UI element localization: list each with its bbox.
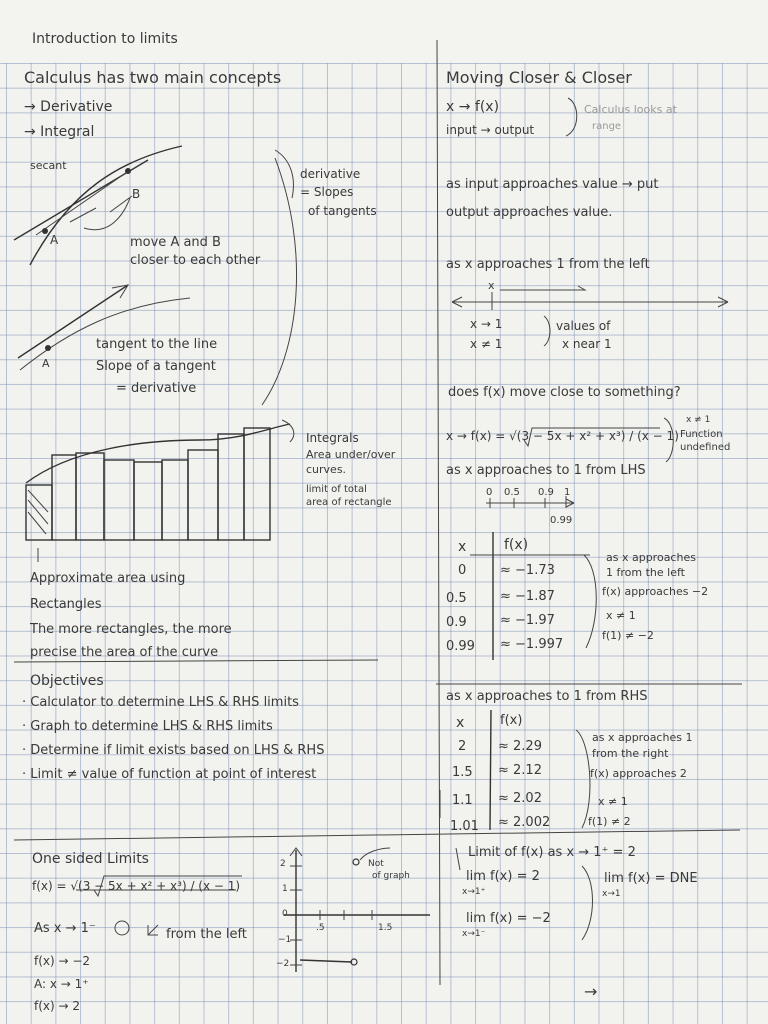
bottom-divider	[14, 830, 740, 840]
derivative-note-2: = Slopes	[300, 185, 354, 199]
graph-tick-m1: −1	[278, 935, 292, 945]
lhs-note-5: f(1) ≠ −2	[602, 629, 654, 642]
lhs-note-3: f(x) approaches −2	[602, 585, 709, 598]
point-a	[42, 228, 48, 234]
lhs-fx-2: ≈ −1.97	[500, 613, 555, 628]
approach-1: as input approaches value → put	[446, 177, 659, 192]
undefined-2: Function	[680, 429, 723, 440]
undefined-3: undefined	[680, 442, 731, 453]
integrals-3: curves.	[306, 463, 347, 476]
number-line-2-ticks	[490, 496, 566, 508]
calculus-looks-1: Calculus looks at	[584, 103, 677, 116]
rhs-note-3: f(x) approaches 2	[590, 767, 687, 780]
next-arrow: →	[584, 982, 598, 1001]
values-brace	[544, 316, 550, 346]
move-note-2: closer to each other	[130, 253, 261, 268]
approx-2: Rectangles	[30, 597, 102, 612]
rhs-fx-3: ≈ 2.002	[498, 815, 551, 830]
integrals-1: Integrals	[306, 431, 359, 445]
x-to-1: x → 1	[470, 317, 503, 331]
rhs-header-x: x	[456, 715, 465, 731]
lhs-note-1: as x approaches	[606, 551, 696, 564]
from-left-arrow	[148, 925, 158, 935]
one-sided-fx: f(x) = √(3 − 5x + x² + x³) / (x − 1)	[32, 879, 241, 893]
left-heading: Calculus has two main concepts	[24, 68, 282, 87]
limit-total-2: area of rectangle	[306, 497, 392, 508]
lhs-fx-1: ≈ −1.87	[500, 589, 555, 604]
tangent-note-3: = derivative	[116, 381, 197, 396]
rhs-note-5: f(1) ≠ 2	[588, 815, 631, 828]
derivative-note-3: of tangents	[308, 204, 377, 218]
rhs-fx-1: ≈ 2.12	[498, 763, 542, 778]
derivative-note-1: derivative	[300, 167, 361, 181]
approx-4: precise the area of the curve	[30, 645, 219, 660]
rhs-brace	[576, 730, 590, 828]
graph-left-branch	[300, 960, 352, 962]
rhs-fx-0: ≈ 2.29	[498, 739, 542, 754]
move-note-1: move A and B	[130, 235, 221, 250]
x-fx: x → f(x)	[446, 99, 500, 115]
tangent-note-2: Slope of a tangent	[96, 359, 216, 374]
lhs-note-4: x ≠ 1	[606, 609, 636, 622]
vertical-divider	[437, 40, 440, 985]
integral-brace	[282, 420, 294, 442]
does-fx-move: does f(x) move close to something?	[448, 385, 681, 400]
as-x-1plus: A: x → 1⁺	[34, 977, 89, 991]
hatch	[28, 490, 48, 534]
lhs-header-fx: f(x)	[504, 537, 529, 553]
fx-to-neg2: f(x) → −2	[34, 954, 91, 968]
rhs-header-fx: f(x)	[500, 713, 523, 728]
rhs-x-2: 1.1	[452, 793, 473, 808]
rhs-note-2: from the right	[592, 747, 669, 760]
input-output: input → output	[446, 123, 535, 137]
lhs-x-2: 0.9	[446, 615, 467, 630]
lim-minus: lim f(x) = −2	[466, 911, 551, 926]
lim-dne: lim f(x) = DNE	[604, 871, 698, 886]
objective-4: · Limit ≠ value of function at point of interest	[22, 767, 317, 782]
tangent-note-1: tangent to the line	[96, 337, 218, 352]
nl2-099: 0.99	[550, 515, 573, 526]
point-a2	[45, 345, 51, 351]
secant-label: secant	[30, 159, 67, 172]
label-a2: A	[42, 357, 50, 370]
lhs-fx-0: ≈ −1.73	[500, 563, 555, 578]
arrow-a	[70, 208, 96, 222]
nl2-05: 0.5	[504, 487, 520, 498]
fx-to-2: f(x) → 2	[34, 999, 81, 1013]
approach-2: output approaches value.	[446, 205, 613, 220]
nl1-x-label: x	[488, 279, 495, 292]
undefined-1: x ≠ 1	[686, 415, 711, 425]
objective-2: · Graph to determine LHS & RHS limits	[22, 719, 273, 734]
summary-bracket	[456, 848, 460, 870]
open-point	[353, 859, 359, 865]
rhs-note-4: x ≠ 1	[598, 795, 628, 808]
objectives-divider	[14, 660, 378, 662]
integral-curve	[26, 424, 290, 483]
lhs-x-3: 0.99	[446, 639, 475, 654]
calculus-looks-2: range	[592, 121, 622, 132]
graph-not: Not	[368, 859, 384, 869]
one-sided-heading: One sided Limits	[32, 851, 149, 867]
big-brace	[262, 158, 297, 405]
approx-3: The more rectangles, the more	[30, 622, 232, 637]
lim-plus-sub: x→1⁺	[462, 887, 486, 897]
x-ne-1: x ≠ 1	[470, 337, 503, 351]
rhs-x-1: 1.5	[452, 765, 473, 780]
as-x-approaches-rhs: as x approaches to 1 from RHS	[446, 689, 648, 704]
one-sided-as: As x → 1⁻	[34, 921, 96, 936]
rhs-table-divider	[490, 710, 491, 830]
nl1-arrow	[500, 286, 585, 290]
summary-brace	[582, 866, 593, 940]
page-title: Introduction to limits	[32, 31, 178, 47]
rhs-fx-2: ≈ 2.02	[498, 791, 542, 806]
as-x-approaches-left: as x approaches 1 from the left	[446, 257, 650, 272]
objective-1: · Calculator to determine LHS & RHS limits	[22, 695, 299, 710]
right-heading: Moving Closer & Closer	[446, 68, 632, 87]
graph-tick-0: 0	[282, 909, 288, 919]
lhs-note-2: 1 from the left	[606, 566, 685, 579]
graph-x-05: .5	[316, 923, 325, 933]
rhs-note-1: as x approaches 1	[592, 731, 693, 744]
as-x-approaches-lhs: as x approaches to 1 from LHS	[446, 463, 646, 478]
lim-dne-sub: x→1	[602, 889, 621, 899]
rhs-x-3: 1.01	[450, 819, 479, 834]
approx-1: Approximate area using	[30, 571, 186, 586]
label-a: A	[50, 233, 59, 247]
rhs-x-0: 2	[458, 739, 467, 754]
lhs-x-0: 0	[458, 563, 467, 578]
derivative-brace	[275, 150, 293, 198]
lhs-x-1: 0.5	[446, 591, 467, 606]
point-b	[125, 168, 131, 174]
from-left: from the left	[166, 927, 247, 942]
fx-definition: x → f(x) = √(3 − 5x + x² + x³) / (x − 1)	[446, 429, 679, 443]
lhs-brace	[584, 555, 596, 648]
nl2-09: 0.9	[538, 487, 554, 498]
bullet-derivative: → Derivative	[24, 99, 113, 115]
lhs-header-x: x	[458, 539, 467, 555]
graph-of: of graph	[372, 871, 410, 881]
objective-3: · Determine if limit exists based on LHS & RHS	[22, 743, 325, 758]
lhs-fx-3: ≈ −1.997	[500, 637, 564, 652]
secant-inner	[36, 170, 130, 235]
rectangles	[26, 428, 270, 540]
values-near-2: x near 1	[562, 337, 612, 351]
graph-tick-m2: −2	[276, 959, 290, 969]
one-sided-circle	[115, 921, 129, 935]
label-b: B	[132, 187, 141, 201]
arrow-b	[110, 196, 132, 212]
integrals-2: Area under/over	[306, 448, 396, 461]
calc-brace	[566, 98, 577, 136]
limit-total-1: limit of total	[306, 484, 367, 495]
values-near-1: values of	[556, 319, 611, 333]
objectives-heading: Objectives	[30, 673, 104, 689]
lim-minus-sub: x→1⁻	[462, 929, 486, 939]
nl2-1: 1	[564, 487, 571, 498]
graph-tick-1: 1	[282, 884, 288, 894]
limit-summary: Limit of f(x) as x → 1⁺ = 2	[468, 845, 636, 860]
graph-x-15: 1.5	[378, 923, 393, 933]
bullet-integral: → Integral	[24, 124, 95, 140]
lim-plus: lim f(x) = 2	[466, 869, 540, 884]
graph-tick-2: 2	[280, 859, 286, 869]
nl2-0: 0	[486, 487, 493, 498]
